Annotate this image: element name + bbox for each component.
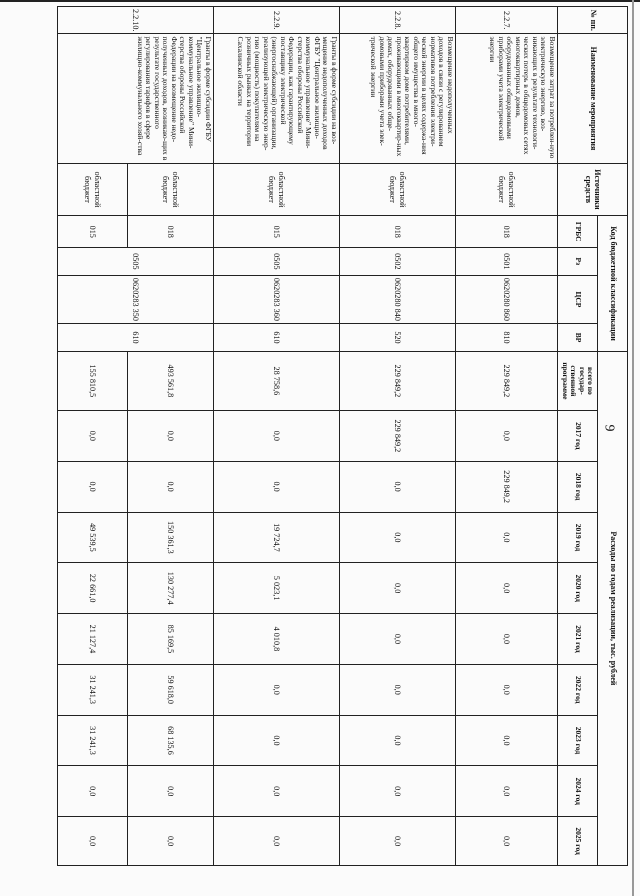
row-2018: 0,0 — [214, 461, 340, 512]
header-2024: 2024 год — [558, 766, 598, 817]
row-rz: 0505 — [58, 248, 214, 275]
row-2022: 59 618,0 — [128, 664, 214, 715]
header-vr: ВР — [558, 324, 598, 352]
table-row — [214, 7, 340, 866]
row-2022: 0,0 — [214, 664, 340, 715]
scan-edge-right — [632, 0, 634, 896]
header-2019: 2019 год — [558, 512, 598, 563]
row-2025: 0,0 — [214, 817, 340, 866]
row-2020: 22 661,0 — [58, 563, 128, 614]
row-csr: 0620283 360 — [214, 275, 340, 324]
row-2025: 0,0 — [128, 817, 214, 866]
row-total: 28 758,6 — [214, 351, 340, 410]
page-number: 9 — [601, 424, 617, 432]
row-2023: 0,0 — [340, 715, 456, 766]
header-row-1 — [598, 7, 628, 866]
table-row — [128, 7, 214, 866]
row-num: 2.2.10. — [58, 7, 214, 34]
row-vr: 520 — [340, 324, 456, 352]
header-2021: 2021 год — [558, 614, 598, 665]
row-2021: 21 127,4 — [58, 614, 128, 665]
row-2020: 130 277,4 — [128, 563, 214, 614]
row-2018: 0,0 — [128, 461, 214, 512]
header-total: всего по государ-ственной программе — [558, 351, 598, 410]
table-row — [340, 7, 456, 866]
header-2018: 2018 год — [558, 461, 598, 512]
row-2019: 0,0 — [456, 512, 558, 563]
row-grbs: 015 — [58, 216, 128, 248]
header-name: Наименование мероприятия — [558, 34, 628, 163]
row-2020: 0,0 — [456, 563, 558, 614]
row-num: 2.2.9. — [214, 7, 340, 34]
header-budget-code: Код бюджетной классификации — [598, 216, 628, 351]
row-2019: 150 361,3 — [128, 512, 214, 563]
row-rz: 0501 — [456, 248, 558, 275]
row-2025: 0,0 — [456, 817, 558, 866]
row-2024: 0,0 — [128, 766, 214, 817]
row-2018: 229 849,2 — [456, 461, 558, 512]
row-vr: 610 — [214, 324, 340, 352]
header-2020: 2020 год — [558, 563, 598, 614]
row-2024: 0,0 — [340, 766, 456, 817]
row-name: Возмещение затрат за потреблен-ную электрическую энергию, воз-никающих в результате технологи-ческих потерь в общедомовых сетях многоквартирных домов, оборудованных общедомовыми приборами учета электрической энергии — [456, 34, 558, 163]
row-2017: 0,0 — [128, 410, 214, 461]
row-source: областной бюджет — [214, 163, 340, 216]
header-2025: 2025 год — [558, 817, 598, 866]
table-row — [456, 7, 558, 866]
row-2022: 31 241,3 — [58, 664, 128, 715]
row-csr: 0620280 860 — [456, 275, 558, 324]
row-2017: 0,0 — [456, 410, 558, 461]
row-total: 493 561,8 — [128, 351, 214, 410]
row-name: Гранты в форме субсидии на воз-мещение недополученных доходов ФГБУ "Центральное жилищно-коммунальное управление" Мини-стерства обороны Российской Федерации, как гарантирующему поставщику электрической (энергоснабжающей) организации, реализующей электрическую энер-гию (мощность) покупателям на розничных рынках на территории Сахалинской области — [214, 34, 340, 163]
header-grbs: ГРБС — [558, 216, 598, 248]
row-grbs: 018 — [340, 216, 456, 248]
row-2023: 0,0 — [456, 715, 558, 766]
row-rz: 0502 — [340, 248, 456, 275]
row-2022: 0,0 — [340, 664, 456, 715]
row-2021: 4 010,8 — [214, 614, 340, 665]
row-2019: 49 539,5 — [58, 512, 128, 563]
row-2023: 68 135,6 — [128, 715, 214, 766]
header-2022: 2022 год — [558, 664, 598, 715]
row-grbs: 018 — [128, 216, 214, 248]
header-expenses: Расходы по годам реализации, тыс. рублей — [598, 351, 628, 865]
row-grbs: 015 — [214, 216, 340, 248]
row-source: областной бюджет — [340, 163, 456, 216]
row-2019: 19 724,7 — [214, 512, 340, 563]
row-total: 229 849,2 — [456, 351, 558, 410]
row-2021: 85 169,5 — [128, 614, 214, 665]
row-total: 155 810,5 — [58, 351, 128, 410]
row-2020: 0,0 — [340, 563, 456, 614]
row-2023: 0,0 — [214, 715, 340, 766]
header-source: Источники средств — [558, 163, 628, 216]
row-2022: 0,0 — [456, 664, 558, 715]
row-rz: 0505 — [214, 248, 340, 275]
row-vr: 810 — [456, 324, 558, 352]
row-2020: 5 023,1 — [214, 563, 340, 614]
row-2025: 0,0 — [58, 817, 128, 866]
row-source: областной бюджет — [58, 163, 128, 216]
row-2021: 0,0 — [340, 614, 456, 665]
row-source: областной бюджет — [456, 163, 558, 216]
row-csr: 0620283 350 — [58, 275, 214, 324]
row-2017: 0,0 — [58, 410, 128, 461]
header-num: № пп. — [558, 7, 628, 34]
row-source: областной бюджет — [128, 163, 214, 216]
row-2018: 0,0 — [58, 461, 128, 512]
row-num: 2.2.7. — [456, 7, 558, 34]
header-rz: Рз — [558, 248, 598, 275]
header-2023: 2023 год — [558, 715, 598, 766]
row-2023: 31 241,3 — [58, 715, 128, 766]
row-2018: 0,0 — [340, 461, 456, 512]
row-grbs: 018 — [456, 216, 558, 248]
row-vr: 610 — [58, 324, 214, 352]
row-total: 229 849,2 — [340, 351, 456, 410]
scan-edge-top — [0, 0, 640, 2]
row-2019: 0,0 — [340, 512, 456, 563]
row-2024: 0,0 — [58, 766, 128, 817]
row-2017: 0,0 — [214, 410, 340, 461]
header-2017: 2017 год — [558, 410, 598, 461]
row-2017: 229 849,2 — [340, 410, 456, 461]
row-num: 2.2.8. — [340, 7, 456, 34]
row-name: Возмещение недополученных доходов в связи с регулированием нормативов потребления электри-ческой энергии в целях содержа-ния общего имущества в много-квартирном доме потребителями, проживающими в многоквартир-ных домах, оборудованных обще-домовыми приборами учета элек-трической энергии — [340, 34, 456, 163]
row-2021: 0,0 — [456, 614, 558, 665]
row-csr: 0620280 840 — [340, 275, 456, 324]
row-2024: 0,0 — [456, 766, 558, 817]
row-2025: 0,0 — [340, 817, 456, 866]
row-name: Гранты в форме субсидии ФГБУ "Центральное жилищно-коммунальное управление" Мини-стерства обороны Российской Федерации на возмещение недо-полученных доходов, возникаю-щих в результате государственного регулирования тарифов в сфере жилищно-коммунального хозяй-ства — [58, 34, 214, 163]
header-csr: ЦСР — [558, 275, 598, 324]
rotated-table-wrapper — [13, 6, 628, 866]
expenses-table — [57, 6, 628, 866]
row-2024: 0,0 — [214, 766, 340, 817]
